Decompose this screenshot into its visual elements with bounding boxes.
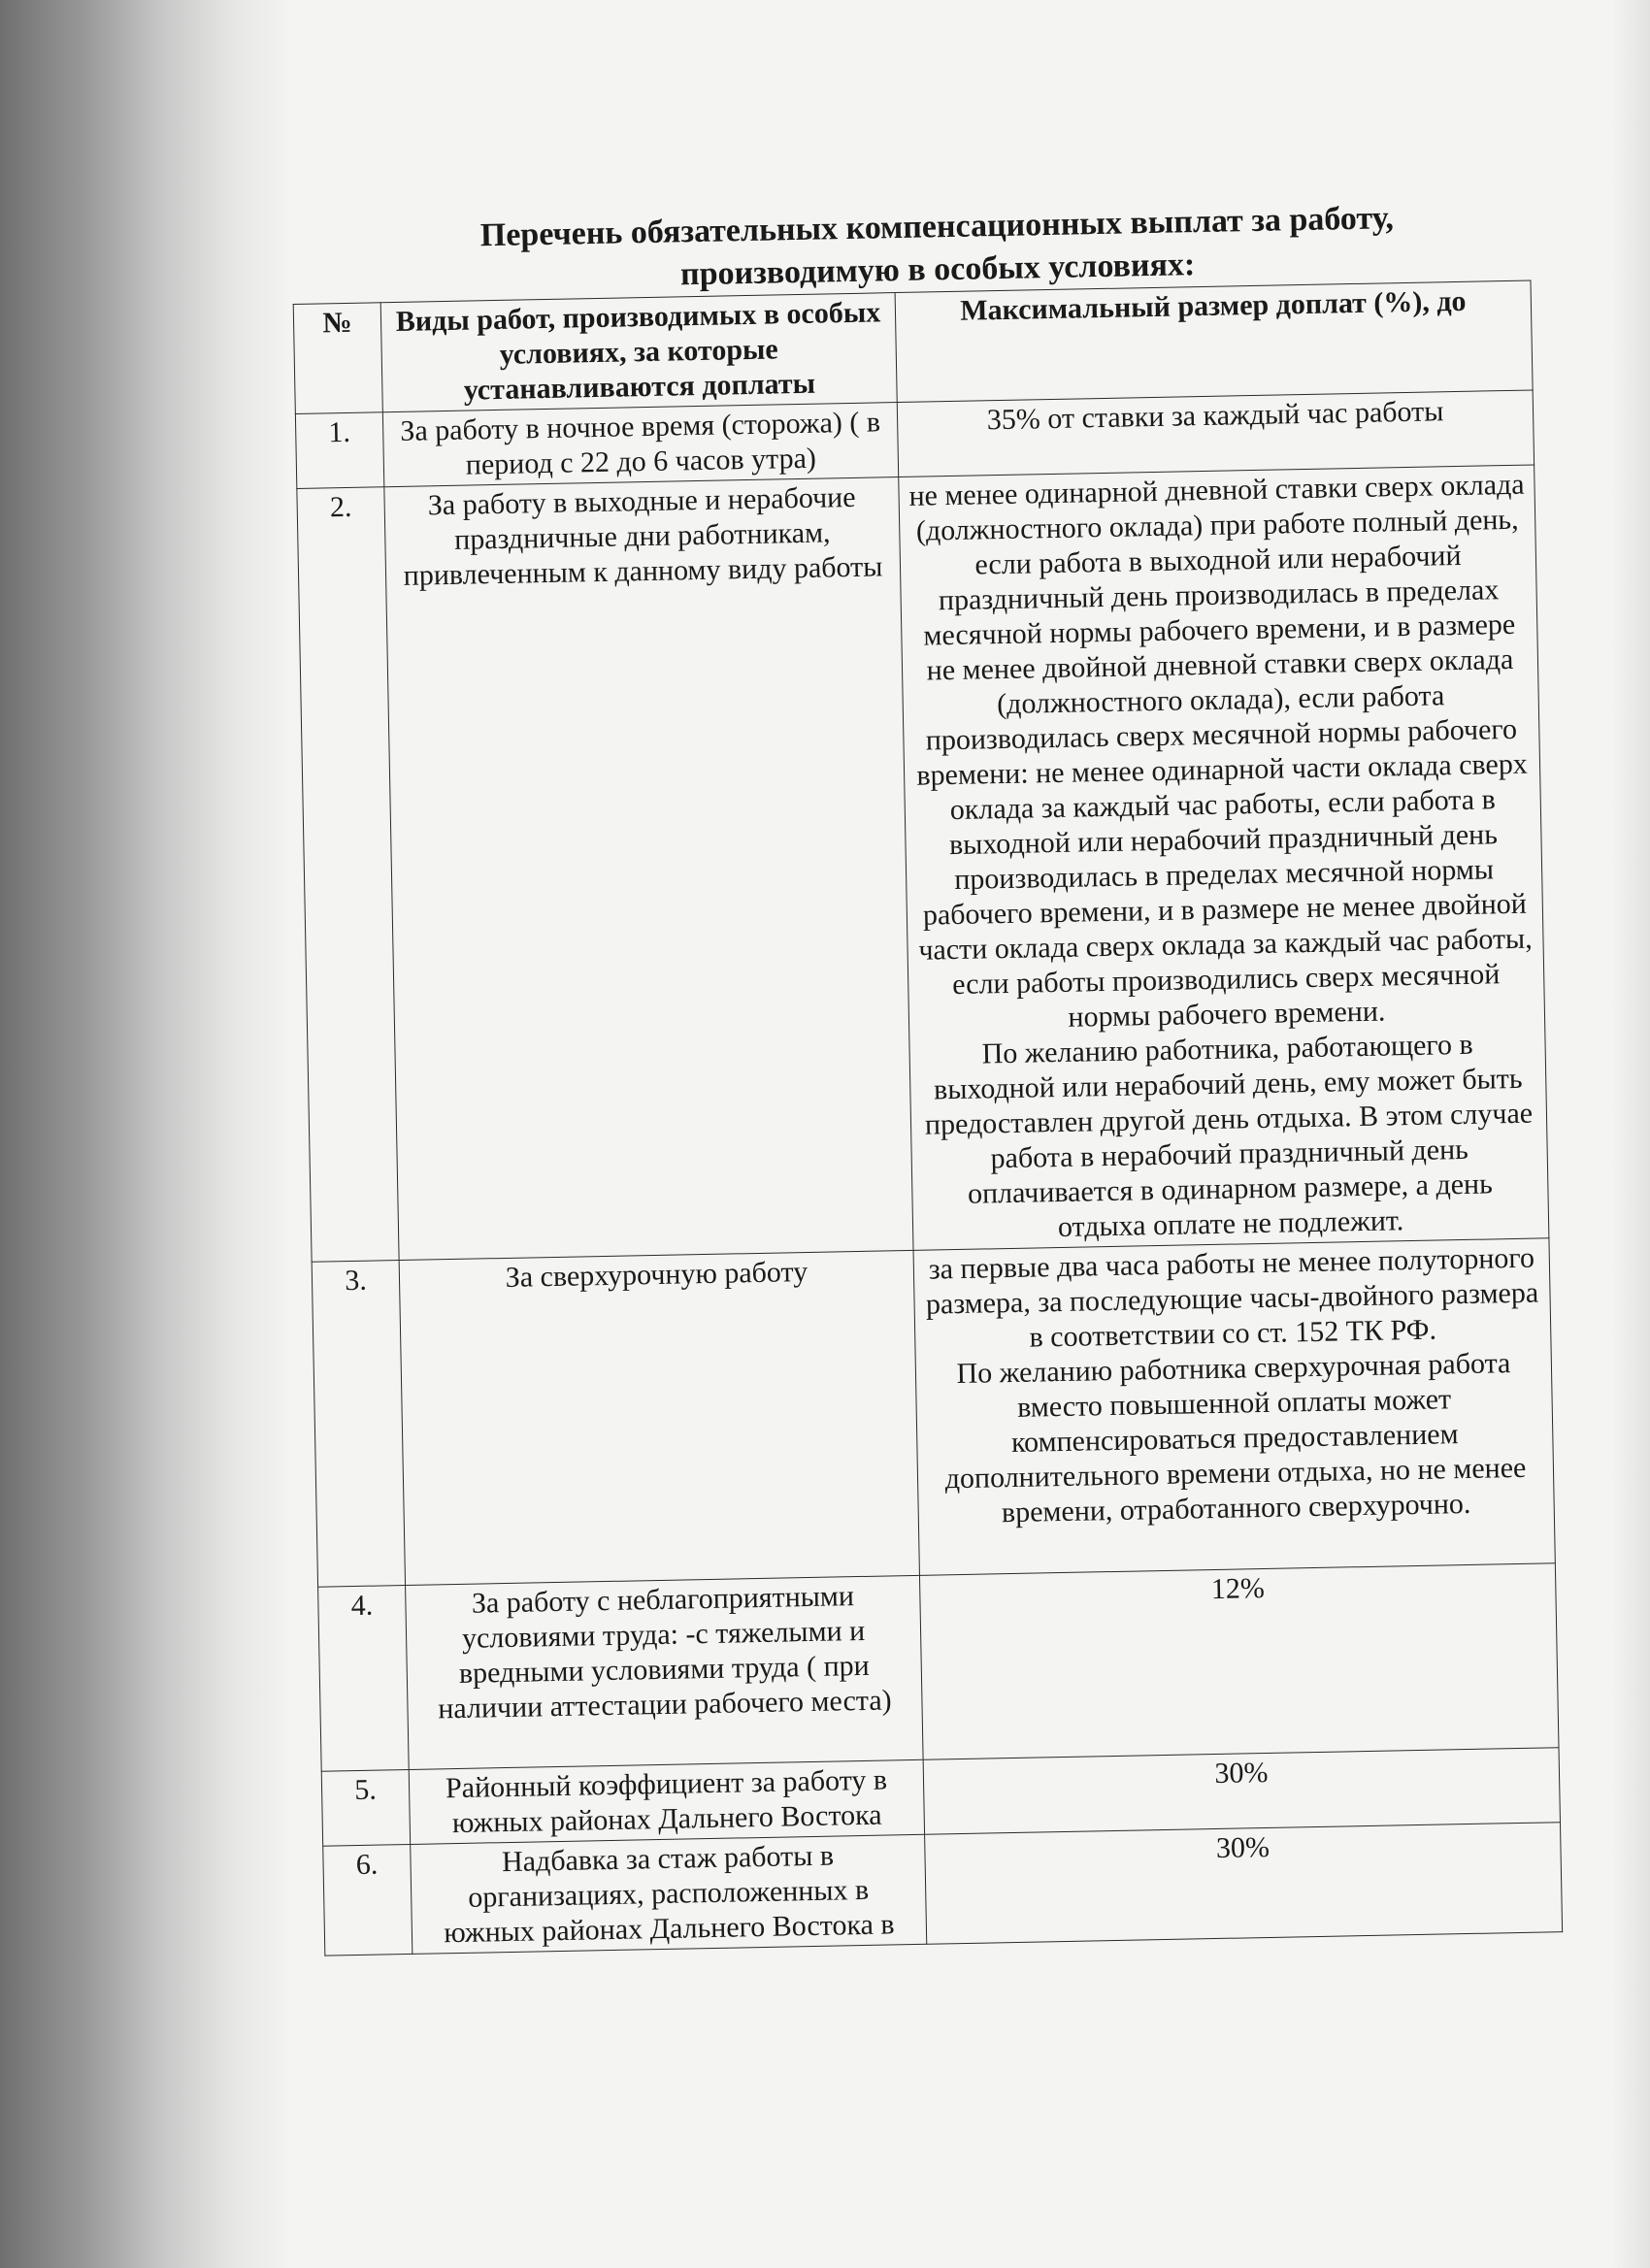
pay-text: 35% от ставки за каждый час работы [986, 395, 1444, 437]
pay-text: за первые два часа работы не менее полуторного размера, за последующие часы-двойного размера в соответствии со ст. 152 ТК РФ. [925, 1241, 1539, 1354]
header-work-type: Виды работ, производимых в особых условиях, за которые устанавливаются доплаты [380, 293, 897, 412]
page-edge [1611, 0, 1650, 2268]
table-row [312, 1238, 1555, 1587]
row-number: 3. [312, 1261, 405, 1588]
header-number: № [293, 303, 382, 414]
row-pay [899, 465, 1549, 1250]
row-number: 4. [318, 1586, 410, 1772]
row-number: 5. [321, 1769, 410, 1846]
table-row [323, 1823, 1563, 1956]
row-pay [897, 390, 1534, 477]
row-pay [919, 1563, 1559, 1760]
row-work-type: За работу в ночное время (сторожа) ( в период с 22 до 6 часов утра) [382, 403, 898, 487]
pay-text: По желанию работника сверхурочная работа вместо повышенной оплаты может компенсироваться предоставлением дополнительного времени отдыха, но не менее времени, отработанного сверхурочно. [944, 1347, 1527, 1529]
document-sheet [291, 194, 1576, 1956]
row-number: 2. [297, 487, 399, 1263]
table-row [297, 465, 1549, 1262]
row-number: 6. [323, 1844, 412, 1956]
title-line-1: Перечень обязательных компенсационных выплат за работу, [479, 200, 1395, 254]
row-pay [925, 1823, 1563, 1945]
compensation-table [293, 279, 1563, 1956]
header-max-pay: Максимальный размер доплат (%), до [895, 280, 1533, 403]
title-line-2: производимую в особых условиях: [679, 247, 1196, 293]
pay-text: не менее одинарной дневной ставки сверх оклада (должностного оклада) при работе полный день, если работа в выходной или нерабочий праздничный день производилась в пределах месячной нормы рабочего времени, и в размере не менее двойной дневной ставки сверх оклада (должностного оклада), если работа производилась сверх месячной нормы рабочего времени: не менее одинарной части оклада сверх оклада за каждый час работы, если работа в выходной или нерабочий праздничный день производилась в пределах месячной нормы рабочего времени, и в размере не менее двойной части оклада сверх оклада за каждый час работы, если работы производились сверх месячной нормы рабочего времени. [908, 468, 1533, 1034]
row-number: 1. [295, 412, 383, 489]
row-pay [923, 1748, 1560, 1835]
row-work-type: Надбавка за стаж работы в организациях, расположенных в южных районах Дальнего Востока в [411, 1834, 927, 1954]
pay-text: 12% [1210, 1572, 1266, 1606]
scan-shadow [0, 0, 291, 2268]
pay-text: По желанию работника, работающего в выходной или нерабочий день, ему может быть предоставлен другой день отдыха. В этом случае работа в нерабочий праздничный день оплачивается в одинарном размере, а день отдыха оплате не подлежит. [924, 1028, 1534, 1244]
row-pay [913, 1238, 1555, 1576]
row-work-type: За работу с неблагоприятными условиями труда: -с тяжелыми и вредными условиями труда ( при наличии аттестации рабочего места) [406, 1575, 924, 1769]
row-work-type: Районный коэффициент за работу в южных районах Дальнего Востока [409, 1759, 924, 1844]
row-work-type: За работу в выходные и нерабочие праздничные дни работникам, привлеченным к данному виду работы [384, 477, 913, 1261]
pay-text: 30% [1214, 1756, 1269, 1791]
table-row [318, 1563, 1559, 1771]
pay-text: 30% [1215, 1830, 1270, 1865]
row-work-type: За сверхурочную работу [399, 1250, 919, 1585]
